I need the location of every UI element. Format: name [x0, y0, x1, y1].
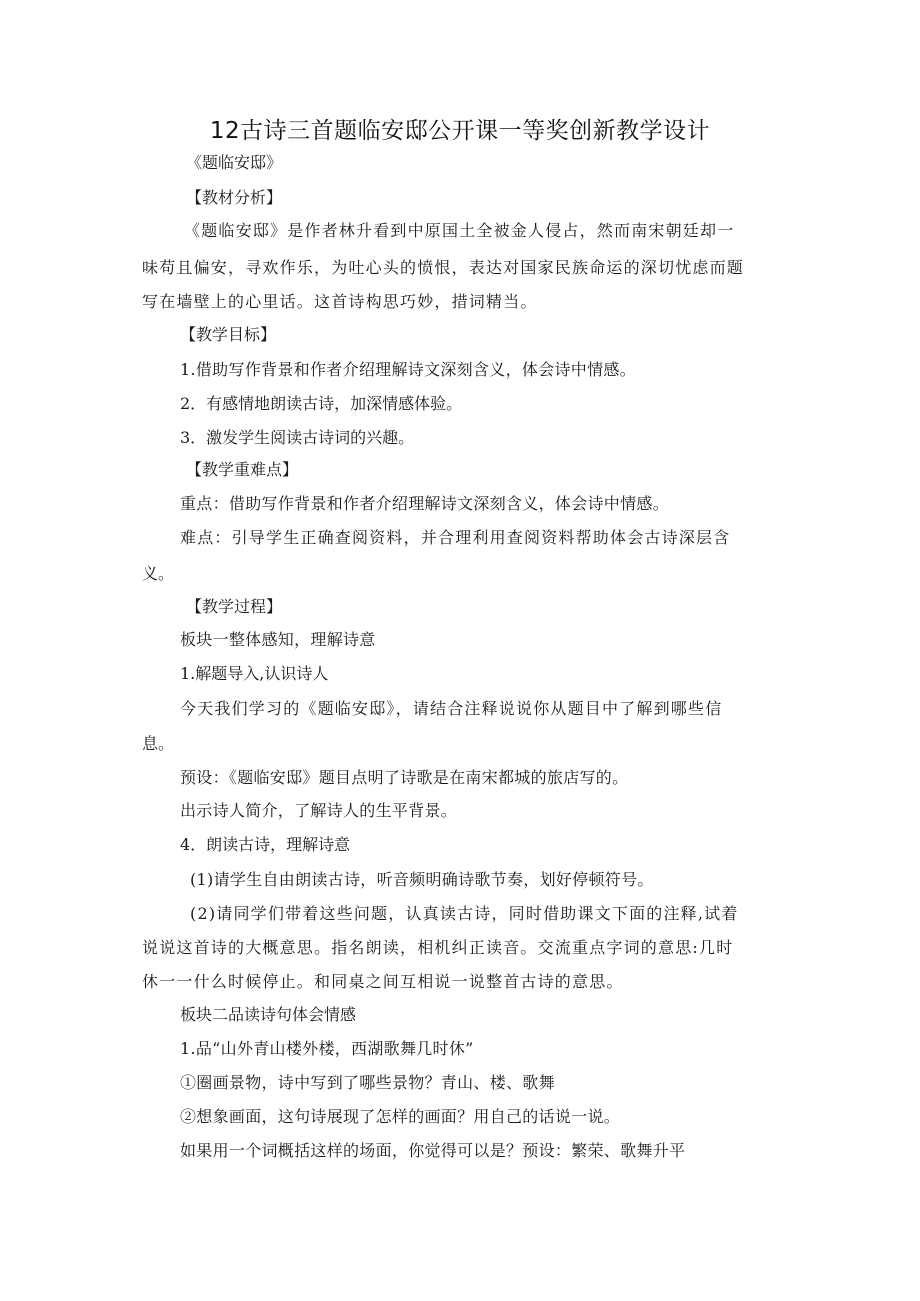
- paragraph-line: 重点：借助写作背景和作者介绍理解诗文深刻含义，体会诗中情感。: [180, 494, 670, 513]
- list-item: 1.品“山外青山楼外楼，西湖歌舞几时休”: [180, 1039, 474, 1058]
- section-heading: 【教学过程】: [186, 597, 283, 616]
- paragraph-line: (2)请同学们带着这些问题，认真读古诗，同时借助课文下面的注释,试着: [190, 904, 739, 923]
- poem-title: 《题临安邸》: [186, 153, 283, 172]
- paragraph-line: 味苟且偏安，寻欢作乐，为吐心头的愤恨，表达对国家民族命运的深切忧虑而题: [142, 258, 745, 277]
- list-item: 3．激发学生阅读古诗词的兴趣。: [180, 428, 415, 447]
- section-heading: 【教学目标】: [180, 325, 277, 344]
- paragraph-line: 写在墙壁上的心里话。这首诗构思巧妙，措词精当。: [142, 292, 538, 311]
- paragraph-line: 如果用一个词概括这样的场面，你觉得可以是？预设：繁荣、歌舞升平: [180, 1141, 686, 1160]
- paragraph-line: 说说这首诗的大概意思。指名朗读，相机纠正读音。交流重点字词的意思:几时: [142, 938, 734, 957]
- list-item: 2．有感情地朗读古诗，加深情感体验。: [180, 394, 463, 413]
- paragraph-line: 义。: [142, 564, 175, 583]
- paragraph-line: 预设：《题临安邸》题目点明了诗歌是在南宋都城的旅店写的。: [180, 768, 629, 787]
- list-item: 1.借助写作背景和作者介绍理解诗文深刻含义，体会诗中情感。: [180, 360, 636, 379]
- paragraph-line: 出示诗人简介，了解诗人的生平背景。: [180, 801, 458, 820]
- block-heading: 板块二品读诗句体会情感: [180, 1005, 357, 1024]
- section-heading: 【教材分析】: [186, 188, 283, 207]
- document-title: 12古诗三首题临安邸公开课一等奖创新教学设计: [209, 118, 711, 144]
- paragraph-line: 难点：引导学生正确查阅资料，并合理利用查阅资料帮助体会古诗深层含: [180, 528, 731, 547]
- paragraph-line: 今天我们学习的《题临安邸》，请结合注释说说你从题目中了解到哪些信: [180, 699, 723, 718]
- list-item: ①圈画景物，诗中写到了哪些景物？青山、楼、歌舞: [180, 1073, 555, 1092]
- list-item: 4．朗读古诗，理解诗意: [180, 835, 351, 854]
- list-item: (1)请学生自由朗读古诗，听音频明确诗歌节奏，划好停顿符号。: [190, 870, 654, 889]
- list-item: ②想象画面，这句诗展现了怎样的画面？用自己的话说一说。: [180, 1107, 621, 1126]
- section-heading: 【教学重难点】: [186, 460, 299, 479]
- paragraph-line: 息。: [142, 734, 175, 753]
- paragraph-line: 休一一什么时候停止。和同桌之间互相说一说整首古诗的意思。: [142, 972, 624, 991]
- list-item: 1.解题导入,认识诗人: [180, 664, 329, 683]
- block-heading: 板块一整体感知，理解诗意: [180, 630, 376, 649]
- paragraph-line: 《题临安邸》是作者林升看到中原国土全被金人侵占，然而南宋朝廷却一: [184, 221, 735, 240]
